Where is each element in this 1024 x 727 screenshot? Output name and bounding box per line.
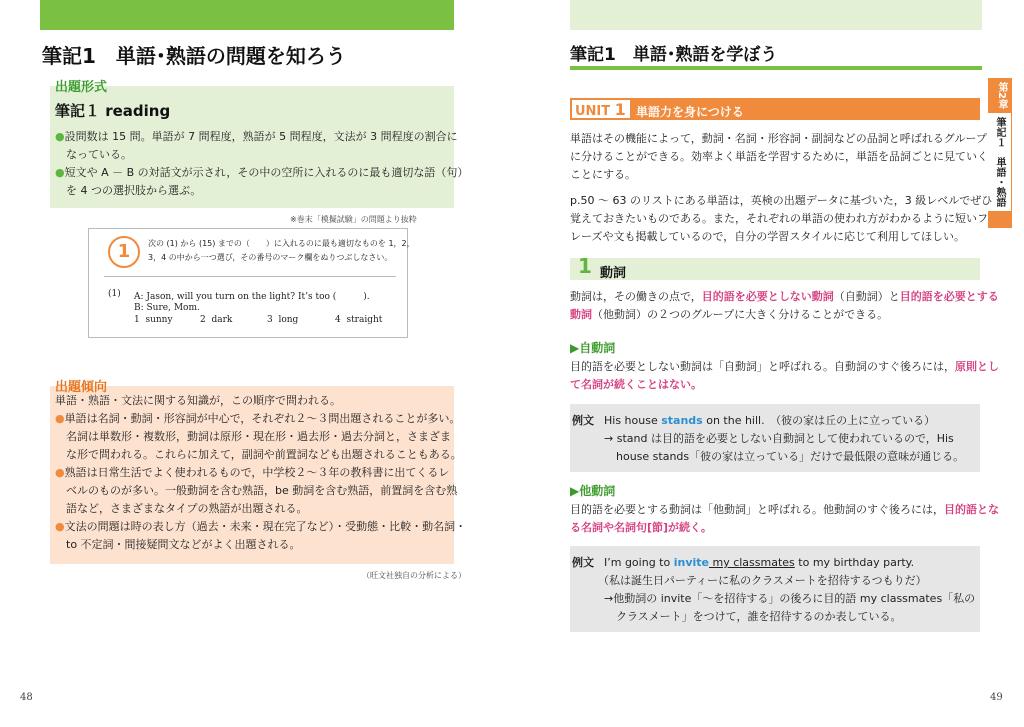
choice: 4 straight (335, 315, 383, 325)
verb-line: 動詞は，その働きの点で，目的語を必要としない動詞（自動詞）と目的語を必要とする (570, 290, 999, 303)
bullet-icon: ● (55, 166, 65, 179)
example-note: house stands「彼の家は立っている」だけで最低限の意味が通じる。 (616, 450, 965, 463)
example-note: → stand は目的語を必要としない自動詞として使われているので，His (604, 432, 954, 445)
trend-line: 単語・熟語・文法に関する知識が，この順序で問われる。 (55, 394, 341, 407)
unit-banner (570, 98, 980, 120)
page-title: 筆記1 単語･熟語を学ぼう (570, 45, 778, 65)
choice: 1 sunny (134, 315, 173, 325)
example-label: 例文 (572, 556, 594, 569)
transitive-heading: ▶他動詞 (570, 484, 616, 498)
trend-line: ●文法の問題は時の表し方（過去・未来・現在完了など）・受動態・比較・動名詞・ (55, 520, 467, 533)
section-header (570, 258, 980, 280)
example-en: I’m going to invite my classmates to my birthday party. (604, 556, 915, 569)
title-underline (570, 66, 982, 70)
divider (104, 276, 396, 277)
transitive-line: る名詞や名詞句[節]が続く。 (570, 521, 712, 534)
intro-line: に分けることができる。効率よく単語を学習するために，単語を品詞ごとに見ていく (570, 150, 988, 163)
example-note: クラスメート」をつけて，誰を招待するのか表している。 (616, 610, 902, 623)
example-ja: （私は誕生日パーティーに私のクラスメートを招待するつもりだ） (598, 574, 927, 587)
format-line: ●設問数は 15 問。単語が 7 問程度，熟語が 5 問程度，文法が 3 問程度の割合に (55, 130, 458, 143)
top-color-bar-right (570, 0, 982, 30)
format-line: ●短文や A － B の対話文が示され，その中の空所に入れるのに最も適切な語（句） (55, 166, 469, 179)
trend-line: ●単語は名詞・動詞・形容詞が中心で，それぞれ２～３問出題されることが多い。 (55, 412, 461, 425)
intransitive-line: 目的語を必要としない動詞は「自動詞」と呼ばれる。自動詞のすぐ後ろには，原則とし (570, 360, 999, 373)
format-label: 出題形式 (55, 80, 108, 95)
page-number: 49 (990, 692, 1003, 703)
intransitive-line: て名詞が続くことはない。 (570, 378, 702, 391)
trend-line: ●熟語は日常生活でよく使われるもので，中学校２～３年の教科書に出てくるレ (55, 466, 450, 479)
section-number: 1 (578, 254, 592, 278)
format-line: なっている。 (66, 148, 132, 161)
choice: 2 dark (200, 315, 233, 325)
question-line-a: A: Jason, will you turn on the light? It’s too ( ). (134, 292, 370, 302)
question-number-badge: 1 (108, 236, 140, 268)
unit-label: UNIT 1 (575, 100, 626, 119)
bullet-icon: ● (55, 412, 65, 425)
analysis-note: （旺文社独自の分析による） (362, 571, 466, 580)
format-heading: 筆記１ reading (55, 102, 171, 120)
bullet-icon: ● (55, 520, 65, 533)
trend-label: 出題傾向 (55, 380, 108, 395)
page-number: 48 (20, 692, 33, 703)
chapter-tab-text: 筆記１ 単語・熟語 (988, 113, 1011, 211)
top-color-bar-left (40, 0, 454, 30)
question-instruction: 3，4 の中から一つ選び，その番号のマーク欄をぬりつぶしなさい。 (148, 253, 393, 262)
trend-line: ベルのものが多い。一般動詞を含む熟語，be 動詞を含む熟語，前置詞を含む熟 (66, 484, 458, 497)
list-line: p.50 ～ 63 のリストにある単語は，英検の出題データに基づいた，3 級レベルでぜひ (570, 194, 993, 207)
example-en: His house stands on the hill. （彼の家は丘の上に立っている） (604, 414, 936, 427)
trend-line: な形で問われる。これらに加えて，副詞や前置詞なども出題されることもある。 (66, 448, 462, 461)
chapter-tab-chapter: 第2章 (996, 82, 1007, 109)
intro-line: 単語はその機能によって，動詞・名詞・形容詞・副詞などの品詞と呼ばれるグループ (570, 132, 987, 145)
example-label: 例文 (572, 414, 594, 427)
bullet-icon: ● (55, 466, 65, 479)
intransitive-heading: ▶自動詞 (570, 341, 616, 355)
verb-line: 動詞（他動詞）の２つのグループに大きく分けることができる。 (570, 308, 889, 321)
question-line-b: B: Sure, Mom. (134, 303, 200, 313)
bullet-icon: ● (55, 130, 65, 143)
trend-line: 名詞は単数形・複数形，動詞は原形・現在形・過去形・過去分詞と，さまざま (66, 430, 451, 443)
list-line: 覚えておきたいものである。また，それぞれの単語の使われ方がわかるように短いフ (570, 212, 988, 225)
source-note: ※巻末「模擬試験」の問題より抜粋 (290, 215, 417, 224)
question-instruction: 次の (1) から (15) までの（ ）に入れるのに最も適切なものを 1，2， (148, 239, 415, 248)
list-line: レーズや文も掲載しているので，自分の学習スタイルに応じて利用してほしい。 (570, 230, 966, 243)
trend-line: to 不定詞・間接疑問文などがよく出題される。 (66, 538, 301, 551)
intro-line: ことにする。 (570, 168, 636, 181)
question-item-number: (1) (108, 289, 121, 299)
trend-line: 語など，さまざまなタイプの熟語が出題される。 (66, 502, 308, 515)
unit-title: 単語力を身につける (636, 105, 744, 119)
transitive-line: 目的語を必要とする動詞は「他動詞」と呼ばれる。他動詞のすぐ後ろには，目的語とな (570, 503, 999, 516)
format-line: を 4 つの選択肢から選ぶ。 (66, 184, 202, 197)
section-title: 動詞 (600, 266, 627, 281)
example-note: →他動詞の invite「～を招待する」の後ろに目的語 my classmates「私の (604, 592, 976, 605)
page-title: 筆記1 単語･熟語の問題を知ろう (42, 44, 346, 68)
choice: 3 long (267, 315, 299, 325)
